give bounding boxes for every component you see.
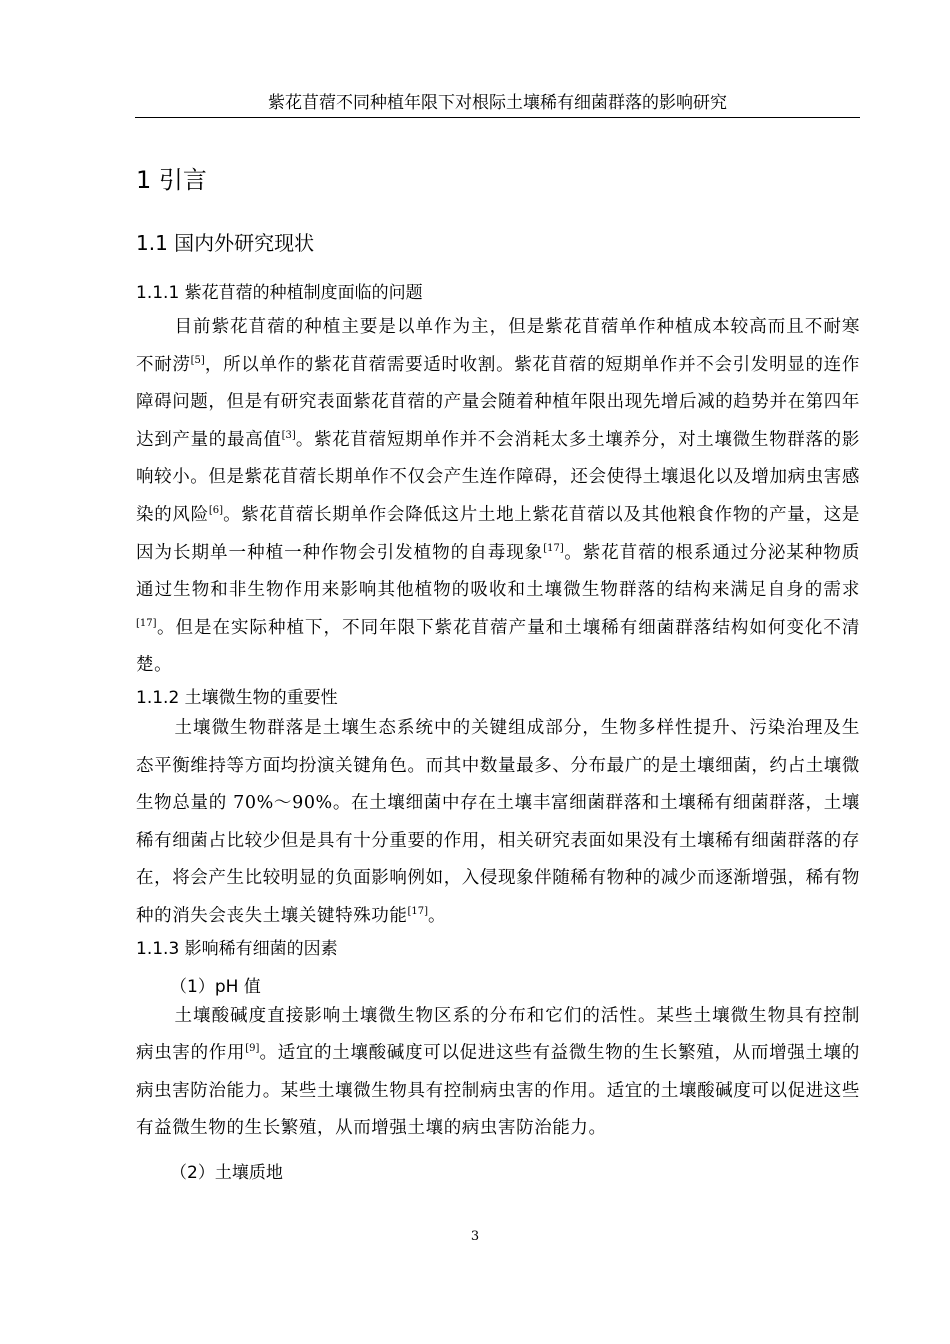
section-heading-1-1: 1.1 国内外研究现状 [136, 231, 315, 255]
citation: [17] [407, 905, 429, 917]
subsection-heading-1-1-1: 1.1.1 紫花苜蓿的种植制度面临的问题 [136, 283, 423, 303]
subsection-heading-1-1-2: 1.1.2 土壤微生物的重要性 [136, 687, 338, 708]
page-number: 3 [470, 1229, 480, 1244]
paragraph-planting-system: 目前紫花苜蓿的种植主要是以单作为主，但是紫花苜蓿单作种植成本较高而且不耐寒不耐涝[5]，所以单作的紫花苜蓿需要适时收割。紫花苜蓿的短期单作并不会引发明显的连作障碍问题，但是有研究表面紫花苜蓿的产量会随着种植年限出现先增后减的趋势并在第四年达到产量的最高值[3]。紫花苜蓿短期单作并不会消耗太多土壤养分，对土壤微生物群落的影响较小。但是紫花苜蓿长期单作不仅会产生连作障碍，还会使得土壤退化以及增加病虫害感染的风险[6]。紫花苜蓿长期单作会降低这片土地上紫花苜蓿以及其他粮食作物的产量，这是因为长期单一种植一种作物会引发植物的自毒现象[17]。紫花苜蓿的根系通过分泌某种物质通过生物和非生物作用来影响其他植物的吸收和土壤微生物群落的结构来满足自身的需求[17]。但是在实际种植下，不同年限下紫花苜蓿产量和土壤稀有细菌群落结构如何变化不清楚。 [136, 317, 861, 676]
item-heading-soil-texture: （2）土壤质地 [170, 1162, 283, 1183]
citation: [5] [190, 354, 205, 366]
citation: [3] [281, 429, 296, 441]
paragraph-soil-microbes: 土壤微生物群落是土壤生态系统中的关键组成部分，生物多样性提升、污染治理及生态平衡维持等方面均扮演关键角色。而其中数量最多、分布最广的是土壤细菌，约占土壤微生物总量的 70%～90%。在土壤细菌中存在土壤丰富细菌群落和土壤稀有细菌群落，土壤稀有细菌占比较少但是具有十分重要的作用，相关研究表面如果没有土壤稀有细菌群落的存在，将会产生比较明显的负面影响例如，入侵现象伴随稀有物种的减少而逐渐增强，稀有物种的消失会丧失土壤关键特殊功能[17]。 [136, 717, 860, 926]
subsection-heading-1-1-3: 1.1.3 影响稀有细菌的因素 [136, 938, 338, 959]
chapter-heading: 1 引言 [136, 166, 207, 194]
citation: [17] [136, 617, 157, 629]
citation: [6] [208, 504, 223, 516]
running-header: 紫花苜蓿不同种植年限下对根际土壤稀有细菌群落的影响研究 [135, 91, 860, 118]
citation: [9] [245, 1043, 260, 1055]
citation: [17] [543, 542, 564, 554]
item-heading-ph: （1）pH 值 [170, 976, 261, 997]
page-body [136, 150, 860, 1186]
paragraph-ph: 土壤酸碱度直接影响土壤微生物区系的分布和它们的活性。某些土壤微生物具有控制病虫害的作用[9]。适宜的土壤酸碱度可以促进这些有益微生物的生长繁殖，从而增强土壤的病虫害防治能力。某些土壤微生物具有控制病虫害的作用。适宜的土壤酸碱度可以促进这些有益微生物的生长繁殖，从而增强土壤的病虫害防治能力。 [136, 1005, 860, 1139]
